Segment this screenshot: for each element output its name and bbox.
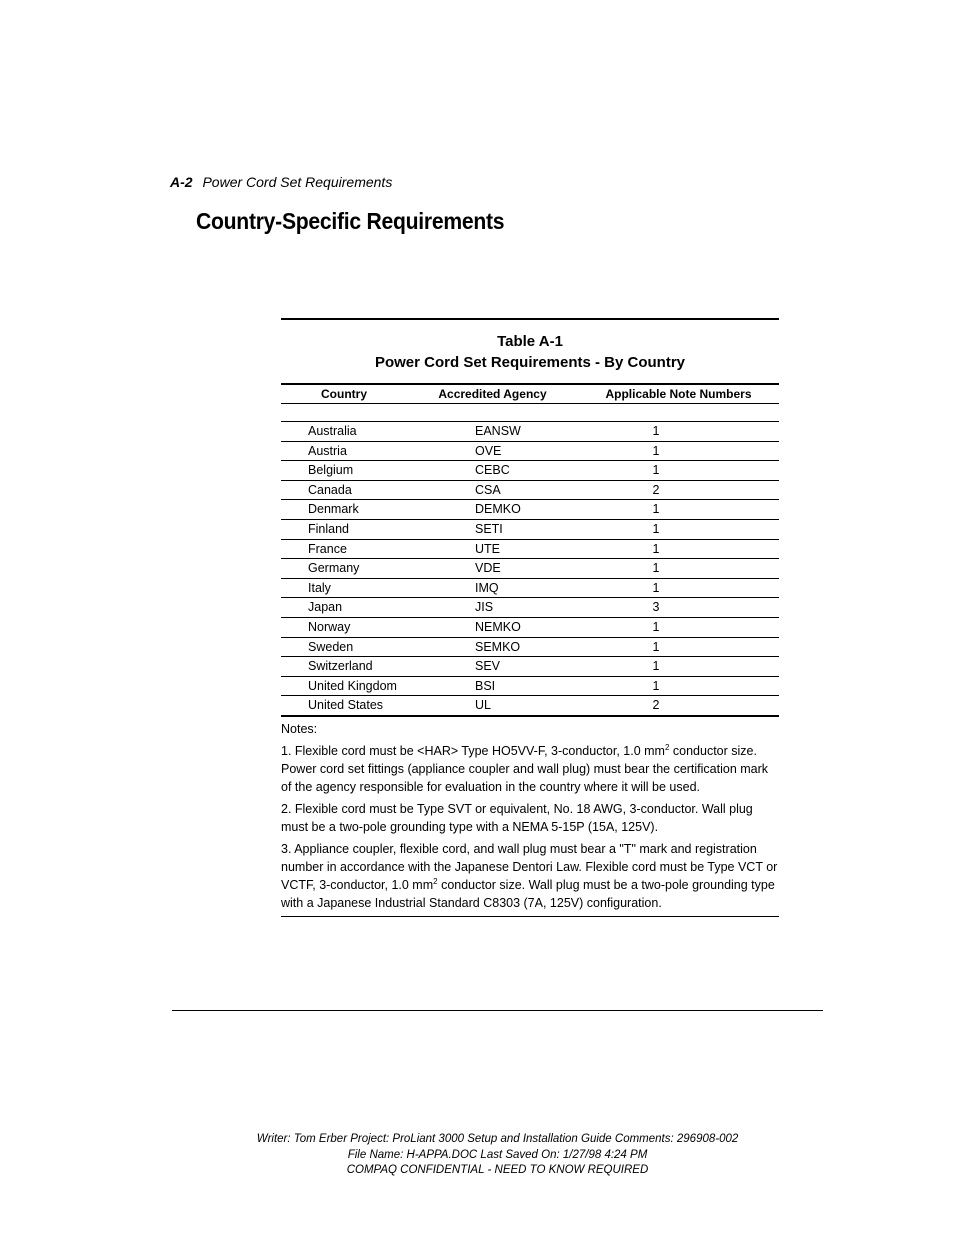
table-row bbox=[281, 579, 779, 599]
cell-note-number: 3 bbox=[652, 600, 660, 615]
table-row bbox=[281, 657, 779, 677]
cell-agency: IMQ bbox=[475, 580, 499, 595]
row-indent bbox=[281, 422, 308, 441]
cell-agency: CSA bbox=[475, 482, 501, 497]
cell-country: United Kingdom bbox=[308, 678, 397, 693]
cell-note-number: 1 bbox=[652, 521, 660, 536]
row-indent bbox=[281, 598, 308, 617]
running-head-title: Power Cord Set Requirements bbox=[202, 174, 393, 190]
table-row bbox=[281, 442, 779, 462]
cell-agency: BSI bbox=[475, 678, 496, 693]
row-indent bbox=[281, 579, 308, 598]
cell-note-number: 2 bbox=[652, 482, 660, 497]
notes-heading: Notes: bbox=[281, 721, 318, 736]
header-notes: Applicable Note Numbers bbox=[605, 387, 752, 401]
table-row bbox=[281, 520, 779, 540]
table-row bbox=[281, 500, 779, 520]
row-indent bbox=[281, 500, 308, 519]
footer-line-3: COMPAQ CONFIDENTIAL - NEED TO KNOW REQUIRED bbox=[346, 1164, 649, 1176]
cell-country: Germany bbox=[308, 561, 360, 576]
cell-note-number: 1 bbox=[652, 580, 660, 595]
cell-agency: SEV bbox=[475, 659, 501, 674]
cell-agency: OVE bbox=[475, 443, 502, 458]
notes-section bbox=[281, 720, 779, 917]
cell-agency: DEMKO bbox=[475, 502, 521, 517]
cell-note-number: 1 bbox=[652, 561, 660, 576]
table-caption bbox=[281, 320, 779, 383]
header-agency: Accredited Agency bbox=[438, 387, 547, 401]
cell-country: Sweden bbox=[308, 639, 354, 654]
row-indent bbox=[281, 657, 308, 676]
note-3: 3. Appliance coupler, flexible cord, and wall plug must bear a "T" mark and registration number in accordance with the Japanese Dentori Law. Flexible cord must be Type VCT or VCTF, 3-conductor, 1.0 $mm^2$ conductor size. Wall plug must be a two-pole grounding type with a Japanese Industrial Standard C8303 (7A, 125V) configuration. bbox=[281, 841, 778, 910]
note-1: 1. Flexible cord must be <HAR> Type HO5VV-F, 3-conductor, 1.0 $mm^2$ conductor size. Power cord set fittings (appliance coupler and wall plug) must bear the certification mark of the agency responsible for evaluation in the country where it will be used. bbox=[281, 742, 769, 794]
table-title: Power Cord Set Requirements - By Country bbox=[374, 354, 686, 371]
page-number: A-2 bbox=[170, 174, 193, 190]
cell-note-number: 1 bbox=[652, 502, 660, 517]
row-indent bbox=[281, 559, 308, 578]
cell-country: Austria bbox=[308, 443, 347, 458]
table-body bbox=[281, 422, 779, 717]
table-row bbox=[281, 696, 779, 717]
row-indent bbox=[281, 442, 308, 461]
cell-agency: SETI bbox=[475, 521, 503, 536]
row-indent bbox=[281, 696, 308, 715]
cell-agency: VDE bbox=[475, 561, 501, 576]
cell-note-number: 1 bbox=[652, 541, 660, 556]
cell-agency: EANSW bbox=[475, 424, 521, 438]
page-footer-rule bbox=[172, 1010, 823, 1011]
cell-country: Denmark bbox=[308, 502, 359, 517]
cell-note-number: 1 bbox=[652, 619, 660, 634]
footer-line-1: Writer: Tom Erber Project: ProLiant 3000 Setup and Installation Guide Comments: 296908-002 bbox=[256, 1133, 739, 1145]
table-row bbox=[281, 677, 779, 697]
table-row bbox=[281, 481, 779, 501]
footer-line-2: File Name: H-APPA.DOC Last Saved On: 1/27/98 4:24 PM bbox=[347, 1148, 648, 1161]
table-row bbox=[281, 559, 779, 579]
cell-country: Switzerland bbox=[308, 659, 373, 674]
page-footer bbox=[172, 1132, 823, 1179]
running-head bbox=[170, 174, 392, 190]
table-number: Table A-1 bbox=[497, 333, 563, 350]
header-country: Country bbox=[321, 387, 367, 401]
table-header-row bbox=[281, 383, 779, 404]
cell-country: Norway bbox=[308, 619, 351, 634]
row-indent bbox=[281, 520, 308, 539]
cell-note-number: 1 bbox=[652, 443, 660, 458]
cell-note-number: 1 bbox=[652, 639, 660, 654]
notes-bottom-rule bbox=[281, 916, 779, 917]
cell-country: Canada bbox=[308, 482, 352, 497]
table-row bbox=[281, 618, 779, 638]
cell-agency: UL bbox=[475, 698, 491, 713]
cell-note-number: 1 bbox=[652, 659, 660, 674]
cell-country: Japan bbox=[308, 600, 343, 615]
table-row bbox=[281, 540, 779, 560]
power-cord-table bbox=[281, 318, 779, 917]
table-row bbox=[281, 638, 779, 658]
cell-country: United States bbox=[308, 698, 384, 713]
table-row bbox=[281, 461, 779, 481]
row-indent bbox=[281, 638, 308, 657]
cell-country: Australia bbox=[308, 424, 357, 438]
cell-agency: SEMKO bbox=[475, 639, 521, 654]
cell-country: Italy bbox=[308, 580, 331, 595]
table-row bbox=[281, 598, 779, 618]
cell-note-number: 1 bbox=[652, 424, 660, 438]
row-indent bbox=[281, 481, 308, 500]
row-indent bbox=[281, 677, 308, 696]
cell-agency: CEBC bbox=[475, 463, 510, 478]
cell-country: Finland bbox=[308, 521, 349, 536]
note-2: 2. Flexible cord must be Type SVT or equivalent, No. 18 AWG, 3-conductor. Wall plug must be a two-pole grounding type with a NEMA 5-15P (15A, 125V). bbox=[281, 801, 753, 834]
cell-country: France bbox=[308, 541, 347, 556]
table-row bbox=[281, 422, 779, 442]
cell-note-number: 1 bbox=[652, 463, 660, 478]
cell-agency: UTE bbox=[475, 541, 500, 556]
cell-agency: NEMKO bbox=[475, 619, 521, 634]
cell-country: Belgium bbox=[308, 463, 354, 478]
cell-note-number: 2 bbox=[652, 698, 660, 713]
row-indent bbox=[281, 461, 308, 480]
row-indent bbox=[281, 540, 308, 559]
section-title: Country-Specific Requirements bbox=[196, 208, 505, 234]
table-spacer-row bbox=[281, 404, 779, 422]
row-indent bbox=[281, 618, 308, 637]
cell-agency: JIS bbox=[475, 600, 494, 615]
cell-note-number: 1 bbox=[652, 678, 660, 693]
